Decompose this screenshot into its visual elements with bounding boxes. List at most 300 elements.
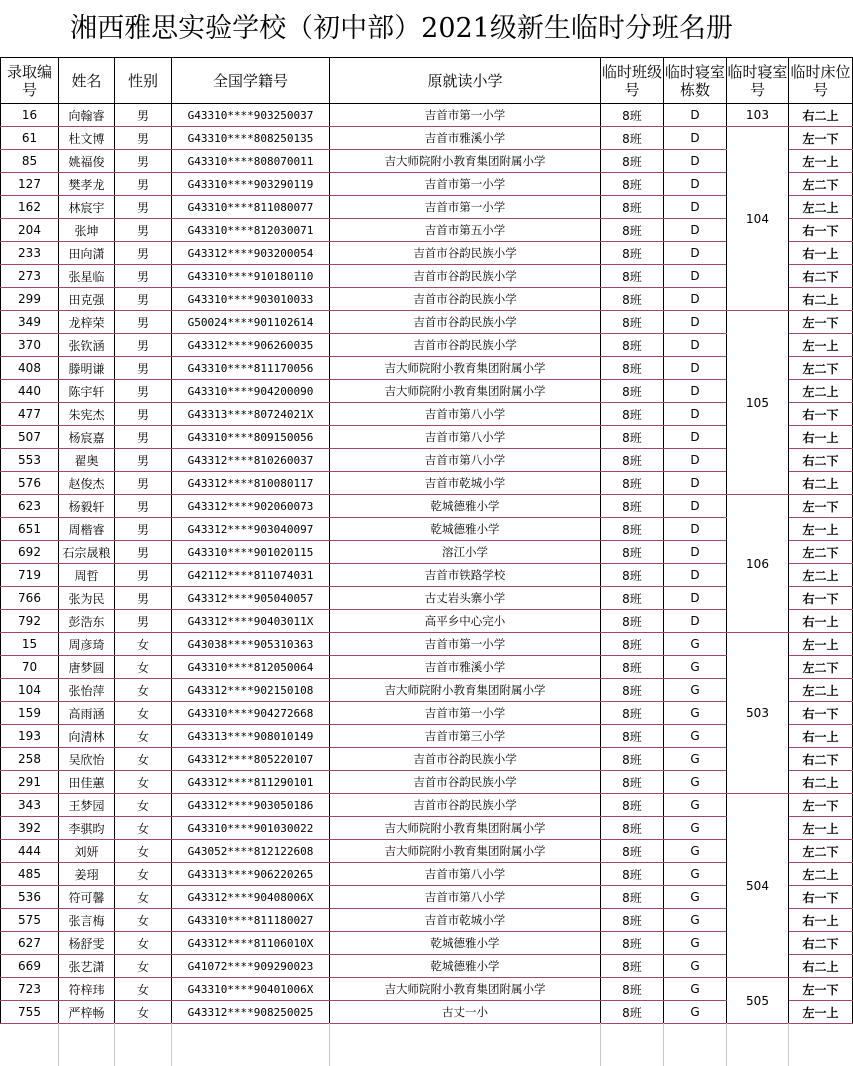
table-row[interactable] (1, 426, 853, 449)
cell-bed[interactable]: 右一下 (789, 587, 853, 610)
cell-bed[interactable]: 左二下 (789, 656, 853, 679)
cell-building[interactable]: G (664, 679, 727, 702)
cell-id[interactable]: 575 (1, 909, 59, 932)
cell-name[interactable]: 唐梦圆 (59, 656, 115, 679)
cell-class[interactable]: 8班 (601, 449, 664, 472)
cell-building[interactable]: D (664, 127, 727, 150)
cell-class[interactable]: 8班 (601, 587, 664, 610)
cell-class[interactable]: 8班 (601, 426, 664, 449)
cell-student-id[interactable]: G43312****903040097 (172, 518, 330, 541)
cell-id[interactable]: 792 (1, 610, 59, 633)
header-student-id[interactable]: 全国学籍号 (172, 58, 330, 104)
cell-school[interactable]: 吉大师院附小教育集团附属小学 (330, 840, 601, 863)
cell-bed[interactable]: 右二下 (789, 449, 853, 472)
cell-gender[interactable]: 男 (115, 403, 172, 426)
cell-student-id[interactable]: G43310****812050064 (172, 656, 330, 679)
cell-name[interactable]: 朱宪杰 (59, 403, 115, 426)
cell-class[interactable]: 8班 (601, 127, 664, 150)
cell-building[interactable]: D (664, 403, 727, 426)
table-row[interactable] (1, 817, 853, 840)
table-row[interactable] (1, 196, 853, 219)
cell-building[interactable]: G (664, 656, 727, 679)
cell-school[interactable]: 吉首市第八小学 (330, 403, 601, 426)
cell-bed[interactable]: 右二上 (789, 104, 853, 127)
cell-bed[interactable]: 右一上 (789, 242, 853, 265)
cell-name[interactable]: 周哲 (59, 564, 115, 587)
table-row[interactable] (1, 219, 853, 242)
cell-id[interactable]: 392 (1, 817, 59, 840)
cell-student-id[interactable]: G43310****808070011 (172, 150, 330, 173)
cell-class[interactable]: 8班 (601, 334, 664, 357)
cell-school[interactable]: 乾城德雅小学 (330, 955, 601, 978)
cell-school[interactable]: 吉大师院附小教育集团附属小学 (330, 150, 601, 173)
cell-student-id[interactable]: G43310****904200090 (172, 380, 330, 403)
cell-gender[interactable]: 男 (115, 150, 172, 173)
cell-school[interactable]: 吉首市第一小学 (330, 173, 601, 196)
table-row[interactable] (1, 495, 853, 518)
cell-room[interactable]: 105 (727, 311, 789, 495)
cell-class[interactable]: 8班 (601, 104, 664, 127)
cell-gender[interactable]: 女 (115, 794, 172, 817)
cell-gender[interactable]: 女 (115, 978, 172, 1001)
cell-name[interactable]: 张言梅 (59, 909, 115, 932)
cell-student-id[interactable]: G43312****90408006X (172, 886, 330, 909)
cell-class[interactable]: 8班 (601, 633, 664, 656)
table-row[interactable] (1, 265, 853, 288)
cell-bed[interactable]: 左一上 (789, 633, 853, 656)
cell-class[interactable]: 8班 (601, 564, 664, 587)
cell-gender[interactable]: 男 (115, 196, 172, 219)
cell-student-id[interactable]: G43313****906220265 (172, 863, 330, 886)
cell-bed[interactable]: 右一上 (789, 610, 853, 633)
cell-gender[interactable]: 女 (115, 656, 172, 679)
cell-school[interactable]: 古丈一小 (330, 1001, 601, 1024)
cell-student-id[interactable]: G43313****80724021X (172, 403, 330, 426)
cell-id[interactable]: 692 (1, 541, 59, 564)
header-building[interactable]: 临时寝室栋数 (664, 58, 727, 104)
table-row[interactable] (1, 587, 853, 610)
cell-gender[interactable]: 男 (115, 173, 172, 196)
cell-gender[interactable]: 男 (115, 265, 172, 288)
cell-student-id[interactable]: G43312****903200054 (172, 242, 330, 265)
cell-class[interactable]: 8班 (601, 150, 664, 173)
cell-gender[interactable]: 男 (115, 242, 172, 265)
cell-school[interactable]: 乾城德雅小学 (330, 932, 601, 955)
cell-class[interactable]: 8班 (601, 311, 664, 334)
cell-bed[interactable]: 左一上 (789, 817, 853, 840)
cell-gender[interactable]: 女 (115, 955, 172, 978)
cell-class[interactable]: 8班 (601, 288, 664, 311)
cell-student-id[interactable]: G43312****902150108 (172, 679, 330, 702)
cell-building[interactable]: D (664, 518, 727, 541)
cell-gender[interactable]: 男 (115, 472, 172, 495)
table-row[interactable] (1, 564, 853, 587)
cell-gender[interactable]: 男 (115, 127, 172, 150)
cell-building[interactable]: D (664, 196, 727, 219)
cell-id[interactable]: 370 (1, 334, 59, 357)
cell-id[interactable]: 651 (1, 518, 59, 541)
cell-class[interactable]: 8班 (601, 817, 664, 840)
cell-student-id[interactable]: G43312****805220107 (172, 748, 330, 771)
cell-class[interactable]: 8班 (601, 863, 664, 886)
table-row[interactable] (1, 794, 853, 817)
cell-gender[interactable]: 男 (115, 564, 172, 587)
cell-student-id[interactable]: G43310****811180027 (172, 909, 330, 932)
cell-bed[interactable]: 左一下 (789, 794, 853, 817)
cell-building[interactable]: D (664, 265, 727, 288)
cell-school[interactable]: 吉首市第八小学 (330, 426, 601, 449)
cell-student-id[interactable]: G43312****90403011X (172, 610, 330, 633)
cell-school[interactable]: 吉首市第五小学 (330, 219, 601, 242)
table-row[interactable] (1, 288, 853, 311)
cell-name[interactable]: 李骐昀 (59, 817, 115, 840)
cell-class[interactable]: 8班 (601, 978, 664, 1001)
cell-class[interactable]: 8班 (601, 771, 664, 794)
cell-school[interactable]: 吉首市乾城小学 (330, 472, 601, 495)
cell-school[interactable]: 吉首市第一小学 (330, 633, 601, 656)
cell-building[interactable]: G (664, 840, 727, 863)
cell-bed[interactable]: 左二上 (789, 564, 853, 587)
cell-gender[interactable]: 男 (115, 449, 172, 472)
cell-student-id[interactable]: G43310****903290119 (172, 173, 330, 196)
cell-bed[interactable]: 左二下 (789, 840, 853, 863)
cell-bed[interactable]: 右二下 (789, 265, 853, 288)
cell-school[interactable]: 吉首市第一小学 (330, 104, 601, 127)
cell-class[interactable]: 8班 (601, 1001, 664, 1024)
cell-student-id[interactable]: G43052****812122608 (172, 840, 330, 863)
cell-id[interactable]: 233 (1, 242, 59, 265)
table-row[interactable] (1, 840, 853, 863)
cell-name[interactable]: 向清林 (59, 725, 115, 748)
cell-room[interactable]: 503 (727, 633, 789, 794)
cell-school[interactable]: 古丈岩头寨小学 (330, 587, 601, 610)
cell-school[interactable]: 吉首市谷韵民族小学 (330, 288, 601, 311)
cell-school[interactable]: 吉首市第八小学 (330, 863, 601, 886)
cell-student-id[interactable]: G43038****905310363 (172, 633, 330, 656)
cell-gender[interactable]: 女 (115, 817, 172, 840)
cell-class[interactable]: 8班 (601, 357, 664, 380)
cell-room[interactable]: 106 (727, 495, 789, 633)
cell-id[interactable]: 291 (1, 771, 59, 794)
cell-id[interactable]: 440 (1, 380, 59, 403)
cell-school[interactable]: 高平乡中心完小 (330, 610, 601, 633)
cell-bed[interactable]: 右一上 (789, 909, 853, 932)
cell-building[interactable]: D (664, 472, 727, 495)
header-class[interactable]: 临时班级号 (601, 58, 664, 104)
table-row[interactable] (1, 909, 853, 932)
cell-gender[interactable]: 男 (115, 288, 172, 311)
cell-id[interactable]: 349 (1, 311, 59, 334)
cell-building[interactable]: D (664, 495, 727, 518)
cell-student-id[interactable]: G43310****809150056 (172, 426, 330, 449)
cell-id[interactable]: 477 (1, 403, 59, 426)
cell-student-id[interactable]: G43313****908010149 (172, 725, 330, 748)
cell-bed[interactable]: 右一下 (789, 219, 853, 242)
cell-name[interactable]: 周彦琦 (59, 633, 115, 656)
cell-id[interactable]: 766 (1, 587, 59, 610)
cell-class[interactable]: 8班 (601, 403, 664, 426)
cell-class[interactable]: 8班 (601, 518, 664, 541)
cell-room[interactable]: 505 (727, 978, 789, 1024)
cell-student-id[interactable]: G43312****81106010X (172, 932, 330, 955)
cell-id[interactable]: 127 (1, 173, 59, 196)
cell-class[interactable]: 8班 (601, 242, 664, 265)
cell-bed[interactable]: 右二上 (789, 288, 853, 311)
cell-school[interactable]: 吉首市第八小学 (330, 886, 601, 909)
cell-id[interactable]: 623 (1, 495, 59, 518)
cell-student-id[interactable]: G50024****901102614 (172, 311, 330, 334)
table-row[interactable] (1, 656, 853, 679)
cell-name[interactable]: 杨舒雯 (59, 932, 115, 955)
cell-gender[interactable]: 男 (115, 587, 172, 610)
cell-id[interactable]: 299 (1, 288, 59, 311)
cell-school[interactable]: 吉大师院附小教育集团附属小学 (330, 357, 601, 380)
cell-bed[interactable]: 右一下 (789, 702, 853, 725)
cell-bed[interactable]: 左一下 (789, 127, 853, 150)
cell-bed[interactable]: 左二上 (789, 679, 853, 702)
cell-gender[interactable]: 女 (115, 1001, 172, 1024)
cell-student-id[interactable]: G43310****910180110 (172, 265, 330, 288)
header-gender[interactable]: 性别 (115, 58, 172, 104)
cell-id[interactable]: 70 (1, 656, 59, 679)
table-row[interactable] (1, 173, 853, 196)
table-row[interactable] (1, 863, 853, 886)
cell-bed[interactable]: 左二上 (789, 196, 853, 219)
cell-name[interactable]: 张钦涵 (59, 334, 115, 357)
cell-id[interactable]: 162 (1, 196, 59, 219)
cell-bed[interactable]: 右二上 (789, 955, 853, 978)
table-row[interactable] (1, 357, 853, 380)
cell-building[interactable]: D (664, 334, 727, 357)
cell-name[interactable]: 姚福俊 (59, 150, 115, 173)
cell-name[interactable]: 赵俊杰 (59, 472, 115, 495)
cell-building[interactable]: D (664, 449, 727, 472)
cell-name[interactable]: 滕明谦 (59, 357, 115, 380)
cell-gender[interactable]: 女 (115, 748, 172, 771)
cell-class[interactable]: 8班 (601, 472, 664, 495)
cell-name[interactable]: 张星临 (59, 265, 115, 288)
table-row[interactable] (1, 311, 853, 334)
cell-building[interactable]: G (664, 633, 727, 656)
cell-school[interactable]: 吉首市雅溪小学 (330, 656, 601, 679)
cell-school[interactable]: 吉首市第三小学 (330, 725, 601, 748)
table-row[interactable] (1, 403, 853, 426)
cell-school[interactable]: 吉首市谷韵民族小学 (330, 748, 601, 771)
cell-id[interactable]: 485 (1, 863, 59, 886)
cell-building[interactable]: D (664, 104, 727, 127)
cell-bed[interactable]: 左二上 (789, 863, 853, 886)
cell-building[interactable]: D (664, 380, 727, 403)
header-id[interactable]: 录取编号 (1, 58, 59, 104)
table-row[interactable] (1, 955, 853, 978)
cell-bed[interactable]: 左二下 (789, 357, 853, 380)
cell-gender[interactable]: 男 (115, 610, 172, 633)
table-row[interactable] (1, 633, 853, 656)
cell-id[interactable]: 104 (1, 679, 59, 702)
table-row[interactable] (1, 932, 853, 955)
cell-room[interactable]: 103 (727, 104, 789, 127)
cell-building[interactable]: D (664, 173, 727, 196)
cell-school[interactable]: 吉首市第一小学 (330, 196, 601, 219)
cell-building[interactable]: D (664, 219, 727, 242)
cell-name[interactable]: 高雨涵 (59, 702, 115, 725)
cell-student-id[interactable]: G43310****903010033 (172, 288, 330, 311)
cell-building[interactable]: D (664, 426, 727, 449)
cell-building[interactable]: G (664, 1001, 727, 1024)
cell-gender[interactable]: 男 (115, 311, 172, 334)
table-row[interactable] (1, 610, 853, 633)
cell-building[interactable]: G (664, 725, 727, 748)
table-row[interactable] (1, 1001, 853, 1024)
cell-class[interactable]: 8班 (601, 840, 664, 863)
cell-building[interactable]: D (664, 587, 727, 610)
cell-building[interactable]: G (664, 794, 727, 817)
cell-student-id[interactable]: G43312****903050186 (172, 794, 330, 817)
cell-building[interactable]: G (664, 978, 727, 1001)
cell-school[interactable]: 吉首市第一小学 (330, 702, 601, 725)
cell-name[interactable]: 田克强 (59, 288, 115, 311)
cell-building[interactable]: G (664, 932, 727, 955)
cell-school[interactable]: 吉首市第八小学 (330, 449, 601, 472)
cell-class[interactable]: 8班 (601, 380, 664, 403)
cell-id[interactable]: 408 (1, 357, 59, 380)
cell-class[interactable]: 8班 (601, 955, 664, 978)
cell-school[interactable]: 吉首市谷韵民族小学 (330, 265, 601, 288)
cell-gender[interactable]: 女 (115, 679, 172, 702)
cell-name[interactable]: 石宗晟粮 (59, 541, 115, 564)
cell-bed[interactable]: 右一下 (789, 886, 853, 909)
cell-id[interactable]: 755 (1, 1001, 59, 1024)
cell-class[interactable]: 8班 (601, 265, 664, 288)
cell-student-id[interactable]: G43312****905040057 (172, 587, 330, 610)
cell-gender[interactable]: 女 (115, 633, 172, 656)
cell-bed[interactable]: 左二下 (789, 541, 853, 564)
cell-bed[interactable]: 左一上 (789, 1001, 853, 1024)
cell-class[interactable]: 8班 (601, 541, 664, 564)
cell-school[interactable]: 吉首市铁路学校 (330, 564, 601, 587)
cell-name[interactable]: 刘妍 (59, 840, 115, 863)
cell-class[interactable]: 8班 (601, 173, 664, 196)
table-row[interactable] (1, 380, 853, 403)
cell-gender[interactable]: 男 (115, 426, 172, 449)
cell-gender[interactable]: 女 (115, 771, 172, 794)
cell-building[interactable]: D (664, 357, 727, 380)
cell-class[interactable]: 8班 (601, 702, 664, 725)
cell-bed[interactable]: 右一下 (789, 403, 853, 426)
cell-building[interactable]: D (664, 541, 727, 564)
cell-student-id[interactable]: G43310****811080077 (172, 196, 330, 219)
cell-bed[interactable]: 右二上 (789, 771, 853, 794)
cell-class[interactable]: 8班 (601, 610, 664, 633)
cell-building[interactable]: G (664, 886, 727, 909)
cell-name[interactable]: 张坤 (59, 219, 115, 242)
cell-room[interactable]: 104 (727, 127, 789, 311)
cell-id[interactable]: 507 (1, 426, 59, 449)
cell-student-id[interactable]: G43310****901020115 (172, 541, 330, 564)
cell-building[interactable]: G (664, 817, 727, 840)
cell-building[interactable]: G (664, 771, 727, 794)
table-row[interactable] (1, 449, 853, 472)
cell-name[interactable]: 杨宸嘉 (59, 426, 115, 449)
cell-bed[interactable]: 左二上 (789, 380, 853, 403)
cell-class[interactable]: 8班 (601, 909, 664, 932)
table-row[interactable] (1, 748, 853, 771)
table-row[interactable] (1, 127, 853, 150)
cell-bed[interactable]: 左一上 (789, 334, 853, 357)
cell-name[interactable]: 田佳蕙 (59, 771, 115, 794)
cell-id[interactable]: 553 (1, 449, 59, 472)
cell-school[interactable]: 乾城德雅小学 (330, 518, 601, 541)
table-row[interactable] (1, 242, 853, 265)
cell-gender[interactable]: 男 (115, 334, 172, 357)
cell-bed[interactable]: 左一上 (789, 518, 853, 541)
cell-name[interactable]: 符可馨 (59, 886, 115, 909)
cell-class[interactable]: 8班 (601, 196, 664, 219)
cell-building[interactable]: D (664, 150, 727, 173)
table-row[interactable] (1, 518, 853, 541)
cell-building[interactable]: G (664, 955, 727, 978)
cell-name[interactable]: 杜文博 (59, 127, 115, 150)
cell-id[interactable]: 15 (1, 633, 59, 656)
table-row[interactable] (1, 472, 853, 495)
cell-school[interactable]: 吉首市雅溪小学 (330, 127, 601, 150)
cell-bed[interactable]: 左一下 (789, 495, 853, 518)
cell-school[interactable]: 吉首市谷韵民族小学 (330, 794, 601, 817)
table-row[interactable] (1, 150, 853, 173)
cell-bed[interactable]: 右二下 (789, 748, 853, 771)
cell-name[interactable]: 王梦园 (59, 794, 115, 817)
cell-school[interactable]: 吉大师院附小教育集团附属小学 (330, 679, 601, 702)
cell-id[interactable]: 343 (1, 794, 59, 817)
cell-school[interactable]: 吉大师院附小教育集团附属小学 (330, 817, 601, 840)
cell-gender[interactable]: 女 (115, 840, 172, 863)
cell-student-id[interactable]: G42112****811074031 (172, 564, 330, 587)
cell-class[interactable]: 8班 (601, 725, 664, 748)
table-row[interactable] (1, 541, 853, 564)
cell-name[interactable]: 杨毅轩 (59, 495, 115, 518)
cell-id[interactable]: 159 (1, 702, 59, 725)
cell-student-id[interactable]: G43310****901030022 (172, 817, 330, 840)
cell-bed[interactable]: 左一下 (789, 978, 853, 1001)
header-school[interactable]: 原就读小学 (330, 58, 601, 104)
cell-gender[interactable]: 女 (115, 909, 172, 932)
cell-class[interactable]: 8班 (601, 219, 664, 242)
table-row[interactable] (1, 679, 853, 702)
cell-class[interactable]: 8班 (601, 794, 664, 817)
cell-school[interactable]: 吉大师院附小教育集团附属小学 (330, 380, 601, 403)
cell-student-id[interactable]: G43312****902060073 (172, 495, 330, 518)
cell-name[interactable]: 彭浩东 (59, 610, 115, 633)
cell-gender[interactable]: 女 (115, 702, 172, 725)
cell-gender[interactable]: 男 (115, 541, 172, 564)
cell-student-id[interactable]: G43310****903250037 (172, 104, 330, 127)
cell-school[interactable]: 乾城德雅小学 (330, 495, 601, 518)
cell-bed[interactable]: 右二上 (789, 472, 853, 495)
cell-name[interactable]: 翟奥 (59, 449, 115, 472)
table-row[interactable] (1, 702, 853, 725)
cell-name[interactable]: 樊孝龙 (59, 173, 115, 196)
cell-gender[interactable]: 女 (115, 725, 172, 748)
cell-gender[interactable]: 女 (115, 863, 172, 886)
table-row[interactable] (1, 334, 853, 357)
cell-id[interactable]: 723 (1, 978, 59, 1001)
cell-school[interactable]: 吉首市谷韵民族小学 (330, 311, 601, 334)
cell-school[interactable]: 吉首市谷韵民族小学 (330, 242, 601, 265)
cell-id[interactable]: 536 (1, 886, 59, 909)
cell-id[interactable]: 627 (1, 932, 59, 955)
cell-school[interactable]: 吉首市谷韵民族小学 (330, 771, 601, 794)
table-row[interactable] (1, 104, 853, 127)
